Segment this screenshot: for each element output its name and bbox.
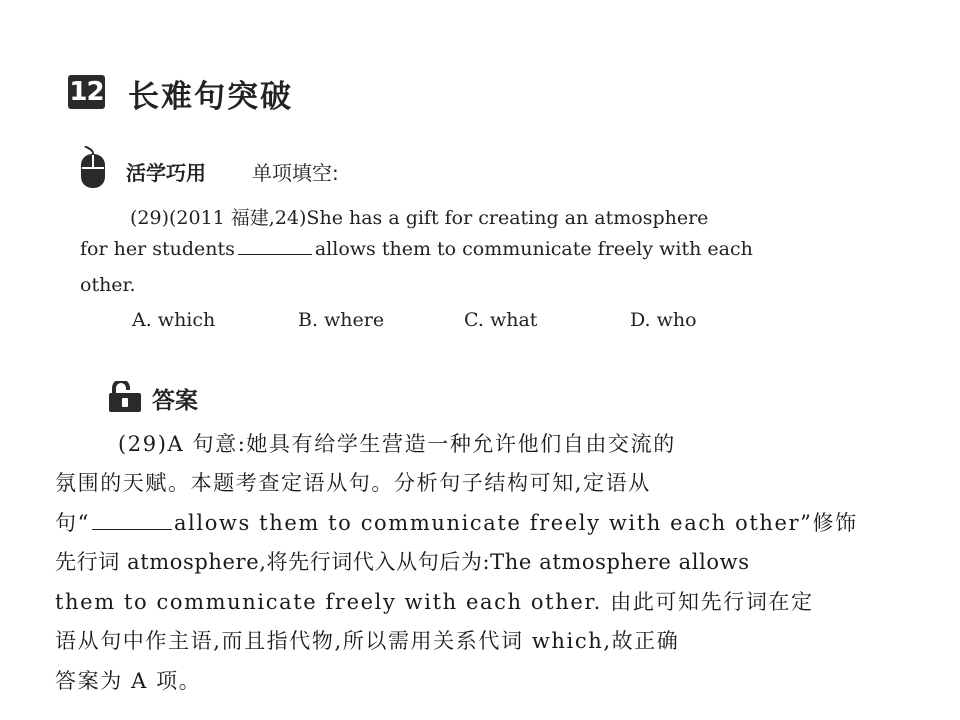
answer-blank bbox=[238, 238, 312, 255]
page-title: 长难句突破 bbox=[128, 79, 293, 115]
answer-line-2: 氛围的天赋。本题考查定语从句。分析句子结构可知,定语从 bbox=[55, 471, 651, 495]
question-line-1: (29)(2011 福建,24)She has a gift for creating an atmosphere bbox=[130, 207, 709, 229]
option-b: B. where bbox=[298, 309, 385, 331]
answer-line-6: 语从句中作主语,而且指代物,所以需用关系代词 which,故正确 bbox=[55, 629, 680, 653]
mouse-icon bbox=[75, 146, 109, 190]
unlock-icon bbox=[108, 381, 142, 413]
question-line-3: other. bbox=[80, 274, 136, 296]
answer-line-5: them to communicate freely with each other. 由此可知先行词在定 bbox=[55, 590, 814, 614]
answer-line-1: (29)A 句意:她具有给学生营造一种允许他们自由交流的 bbox=[118, 432, 676, 456]
answer-line-3 bbox=[55, 507, 858, 537]
question-line-2-after: allows them to communicate freely with each bbox=[314, 238, 753, 260]
answer-label: 答案 bbox=[152, 388, 198, 414]
section-label: 活学巧用 bbox=[126, 161, 206, 185]
answer-quote-blank bbox=[92, 511, 172, 530]
answer-line-3-text: allows them to communicate freely with each other”修饰 bbox=[173, 511, 858, 535]
section-number-badge: 12 bbox=[69, 77, 104, 107]
answer-line-4: 先行词 atmosphere,将先行词代入从句后为:The atmosphere allows bbox=[55, 550, 750, 574]
answer-line-3-prefix: 句“ bbox=[55, 511, 90, 535]
section-sub-label: 单项填空: bbox=[252, 161, 339, 185]
question-line-2-before: for her students bbox=[80, 238, 235, 260]
option-c: C. what bbox=[464, 309, 538, 331]
answer-line-7: 答案为 A 项。 bbox=[55, 669, 202, 693]
option-a: A. which bbox=[132, 309, 216, 331]
option-d: D. who bbox=[630, 309, 697, 331]
question-line-2 bbox=[80, 238, 753, 260]
